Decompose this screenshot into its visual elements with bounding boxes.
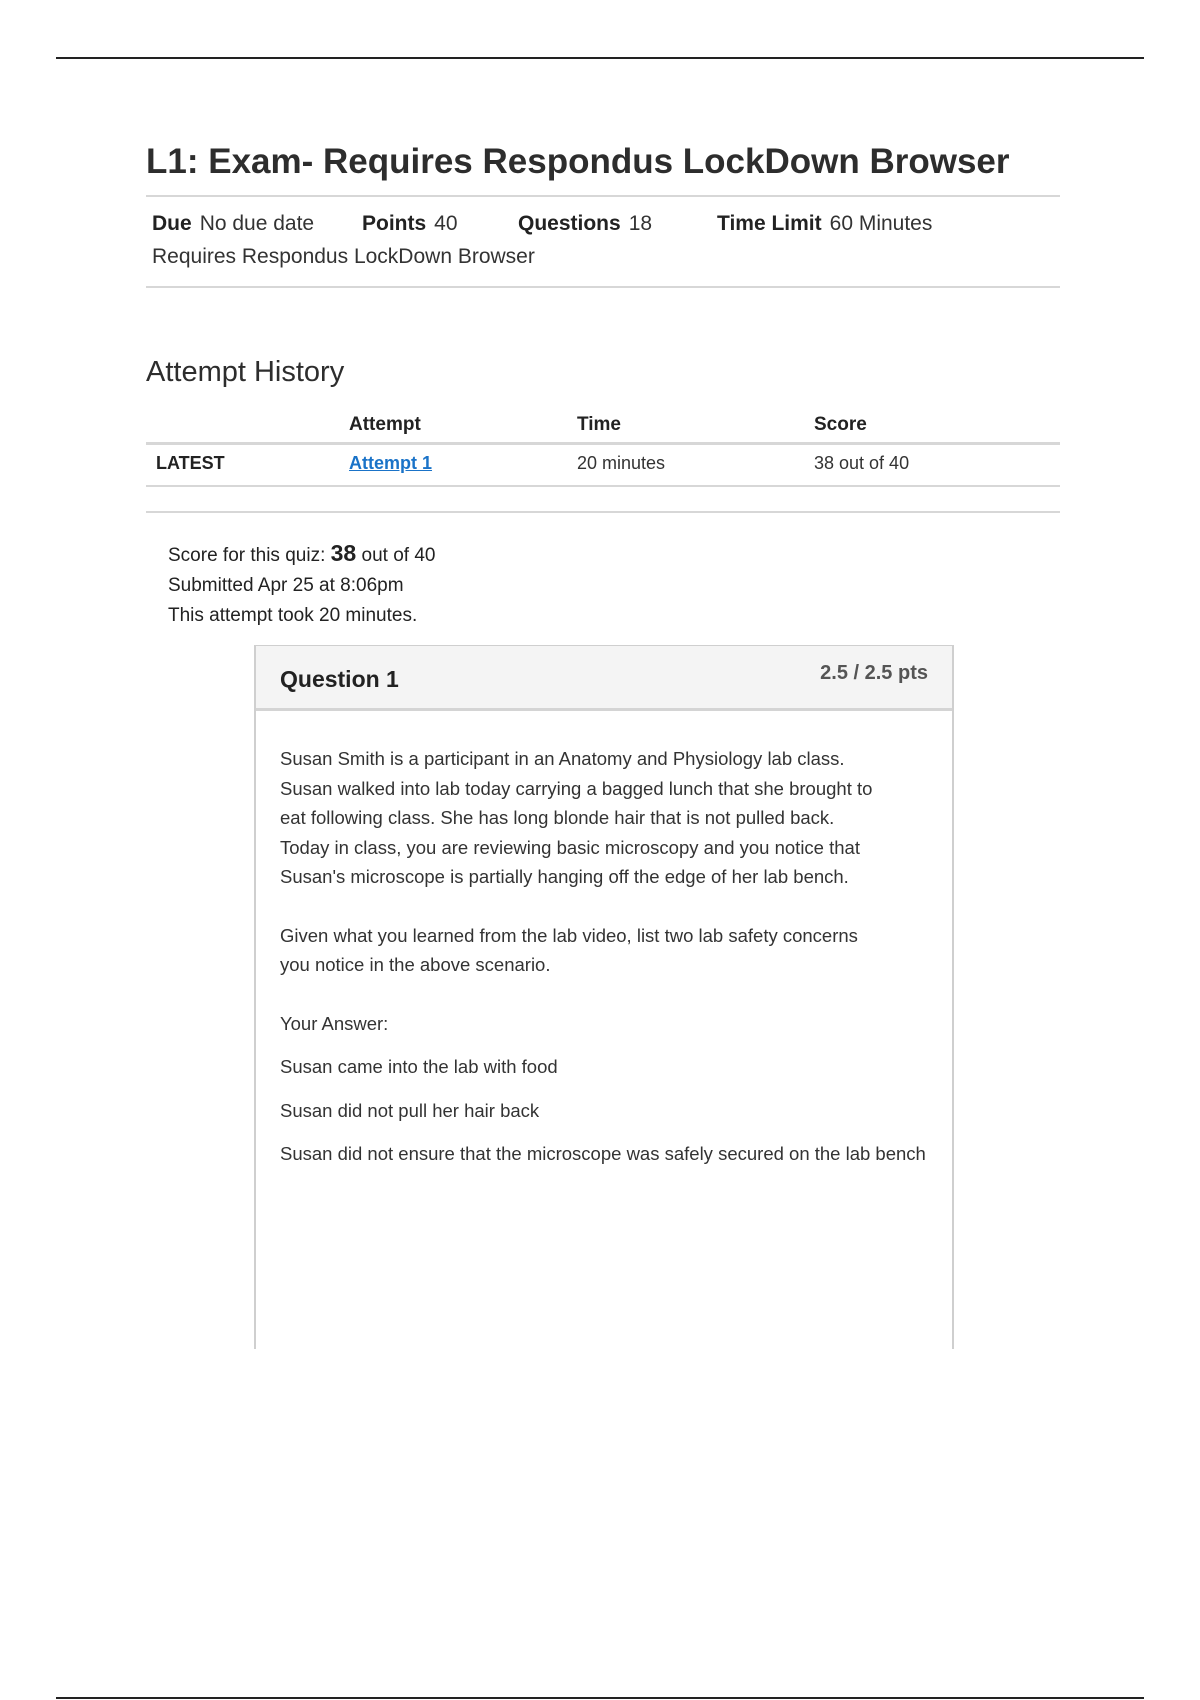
answer-label: Your Answer:: [280, 1012, 389, 1034]
points-value: 40: [434, 212, 458, 235]
score-value: 38: [330, 540, 357, 566]
divider: [146, 485, 1060, 487]
column-header-time: Time: [577, 414, 622, 435]
quiz-screenshot: [146, 130, 1062, 1348]
score-prefix: Score for this quiz:: [168, 545, 326, 566]
questions-info: [518, 212, 652, 236]
question-header: [256, 646, 952, 711]
table-header-divider: [146, 442, 1060, 445]
attempt-score: 38 out of 40: [814, 453, 910, 473]
question-body: [280, 744, 930, 1169]
questions-value: 18: [628, 212, 653, 235]
page-top-rule: [56, 57, 1144, 59]
answer-item: Susan did not ensure that the microscope was safely secured on the lab bench: [280, 1143, 926, 1164]
prompt-line: Given what you learned from the lab video, list two lab safety concerns: [280, 924, 858, 946]
attempt-duration: This attempt took 20 minutes.: [168, 605, 418, 626]
answer-item: Susan did not pull her hair back: [280, 1099, 540, 1121]
scenario-line: Susan's microscope is partially hanging off the edge of her lab bench.: [280, 866, 849, 887]
divider: [146, 195, 1060, 197]
due-label: Due: [152, 212, 192, 235]
attempt-link[interactable]: Attempt 1: [349, 453, 433, 473]
prompt-line: you notice in the above scenario.: [280, 954, 551, 975]
question-points: 2.5 / 2.5 pts: [820, 662, 928, 684]
page-bottom-rule: [56, 1697, 1144, 1699]
points-info: [362, 212, 458, 236]
quiz-summary: [168, 538, 435, 631]
due-info: [152, 212, 314, 236]
question-title: Question 1: [280, 666, 399, 692]
latest-tag: LATEST: [156, 453, 225, 473]
time-limit-value: 60 Minutes: [829, 212, 933, 235]
quiz-score-line: [168, 538, 435, 571]
scenario-line: eat following class. She has long blonde hair that is not pulled back.: [280, 807, 835, 828]
scenario-line: Susan Smith is a participant in an Anatomy and Physiology lab class.: [280, 748, 845, 769]
column-header-attempt: Attempt: [349, 414, 421, 435]
column-header-score: Score: [814, 414, 867, 435]
divider: [146, 511, 1060, 513]
scenario-line: Today in class, you are reviewing basic microscopy and you notice that: [280, 836, 860, 858]
divider: [146, 286, 1060, 288]
question-card: [254, 645, 954, 1349]
due-value: No due date: [199, 212, 315, 235]
time-limit-info: [717, 212, 932, 236]
table-row: [349, 453, 432, 474]
attempt-time: 20 minutes: [577, 453, 666, 473]
attempt-history-heading: Attempt History: [146, 356, 345, 388]
scenario-line: Susan walked into lab today carrying a bagged lunch that she brought to: [280, 777, 873, 799]
time-limit-label: Time Limit: [717, 212, 822, 235]
score-suffix: out of 40: [361, 545, 436, 566]
lockdown-requirement: Requires Respondus LockDown Browser: [152, 245, 535, 268]
submitted-time: Submitted Apr 25 at 8:06pm: [168, 575, 404, 596]
points-label: Points: [362, 212, 427, 235]
answer-item: Susan came into the lab with food: [280, 1056, 558, 1077]
questions-label: Questions: [518, 212, 621, 235]
exam-title: L1: Exam- Requires Respondus LockDown Browser: [146, 142, 1010, 181]
